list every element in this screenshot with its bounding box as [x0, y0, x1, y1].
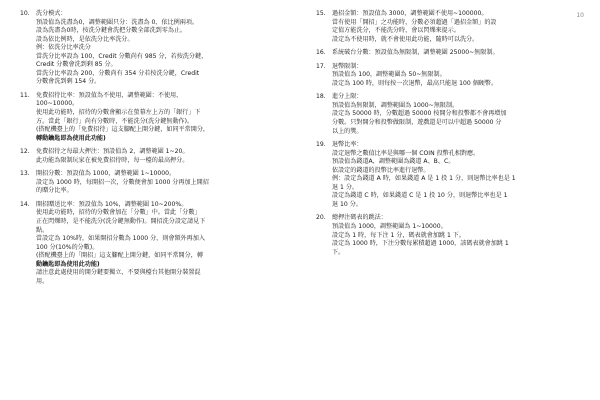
item-line: 當有使用「開招」之功能時，分數必須超過「過招金額」的設 — [332, 18, 497, 26]
item-line: 設定為 100 時，則每按一次退幣，最高只能退 100 個硬幣。 — [332, 79, 498, 87]
right-column — [316, 10, 582, 262]
item-line: 用。 — [36, 277, 49, 285]
item-number: 17. — [316, 62, 326, 70]
item-number: 20. — [316, 214, 326, 222]
setting-item — [20, 92, 296, 143]
item-line: 使用此功能時，招待的分數會顯示在螢幕左上方的「銀行」下 — [36, 109, 201, 117]
item-line: 系統破台分數：預設值為無限制，調整範圍 25000~無限制。 — [332, 49, 499, 57]
item-line: 預設值為 100，調整範圍為 50~無限制。 — [332, 71, 446, 79]
setting-item — [316, 49, 582, 58]
item-line: 免費招待比率：預設值為不使用，調整範圍：不使用、 — [36, 91, 183, 99]
item-body — [332, 49, 582, 58]
item-line: 例：依洗分比率洗分 — [36, 44, 91, 52]
item-body — [36, 10, 296, 87]
item-line: 此功能為限制玩家在被免費招待時，每一檯的最高押分。 — [36, 156, 189, 164]
item-line: 設定為 1000 時，每開招一次，分數便會加 1000 分再加上開招 — [36, 178, 209, 186]
setting-item — [20, 148, 296, 165]
setting-item — [316, 141, 582, 209]
item-line: 下。 — [332, 248, 345, 256]
page-number: 10 — [576, 12, 584, 19]
item-line: 開招分數：預設值為 1000，調整範圍 1~10000。 — [36, 170, 176, 178]
item-line: 分數會洗到剩 154 分。 — [36, 78, 101, 86]
item-line: 定值方能洗分，不能洗分時，會以閃爍來提示。 — [332, 27, 460, 35]
item-line: 轉動鑰匙即為使用此功能) — [36, 134, 106, 142]
item-line: 點。 — [36, 226, 49, 234]
left-column — [20, 10, 296, 291]
item-line: 開招贈送比率：預設值為 10%，調整範圍 10~200%。 — [36, 200, 188, 208]
setting-item — [316, 214, 582, 257]
item-number: 12. — [20, 148, 30, 156]
item-line: 總押注碼表的跳法： — [332, 214, 387, 222]
item-line: 當設定為 10%時，如果開招分數為 1000 分，則會額外再加入 — [36, 235, 205, 243]
item-line: 例：設定為錢道 A 時，如果錢道 A 是 1 投 1 分，則退幣比率也是 1 — [332, 175, 516, 183]
item-body — [332, 141, 582, 209]
item-line: 分數。只對開分和投幣做限制，遊戲還是可以中超過 50000 分 — [332, 119, 502, 127]
item-line: 設定為 50000 時，分數超過 50000 按開分和投幣都不會再增加 — [332, 110, 507, 118]
item-line: 預設值為無限制，調整範圍為 1000~無限制。 — [332, 101, 459, 109]
setting-item — [20, 201, 296, 286]
item-number: 10. — [20, 10, 30, 17]
item-line: 100 分(10%的分數)。 — [36, 243, 99, 251]
item-number: 18. — [316, 93, 326, 101]
item-body — [36, 92, 296, 143]
item-line: 以上的獎。 — [332, 127, 363, 135]
item-body — [36, 170, 296, 196]
item-line: 請注意此處使用的開分鍵要獨立，不要與檯台其他開分裝置混 — [36, 269, 201, 277]
item-body — [332, 10, 582, 44]
item-line: Credit 分數會洗到剩 85 分。 — [36, 61, 117, 69]
item-number: 19. — [316, 141, 326, 149]
setting-item — [316, 63, 582, 89]
item-number: 13. — [20, 170, 30, 178]
item-line: 退 1 分。 — [332, 183, 359, 191]
item-line: 設定為 1000 時，下注分數每累積超過 1000，該碼表就會加跳 1 — [332, 240, 509, 248]
item-body — [36, 148, 296, 165]
item-line: 退幣限制： — [332, 62, 363, 70]
setting-item — [316, 10, 582, 44]
item-line: 進分上限： — [332, 93, 363, 101]
setting-item — [316, 93, 582, 136]
setting-item — [20, 170, 296, 196]
item-line: 正在閃爍時，是不能洗分(洗分鍵無動作)。開招洗分設定請見下 — [36, 218, 206, 226]
item-line: (搭配機臺上的「免費招待」這支腳配上開分鍵，如同平常開分， — [36, 126, 210, 134]
item-line: 設定為 1 時，每下注 1 分，碼表就會加跳 1 下。 — [332, 231, 465, 239]
item-line: 過招金額：預設值為 3000，調整範圍不使用~100000。 — [332, 10, 488, 17]
item-line: 退 10 分。 — [332, 200, 362, 208]
item-line: 的贈分比率。 — [36, 187, 73, 195]
item-line: 當洗分比率設為 100，Credit 分數尚有 985 分，若按洗分鍵， — [36, 52, 208, 60]
item-line: 設為依比例時，是依洗分比率洗分。 — [36, 35, 134, 43]
item-line: 設定為錢道 C 時，如果錢道 C 是 1 投 10 分，則退幣比率也是 1 — [332, 192, 508, 200]
item-number: 15. — [316, 10, 326, 17]
item-line: 動鑰匙即為使用此功能) — [36, 260, 100, 268]
item-line: 設定退幣之數值比率是與哪一個 COIN 投幣孔相對應。 — [332, 149, 480, 157]
setting-item — [20, 10, 296, 87]
item-body — [332, 214, 582, 257]
item-number: 14. — [20, 200, 30, 208]
item-line: 預設值為洗盡為0，調整範圍只分：洗盡為 0、依比例兩項。 — [36, 18, 199, 26]
item-body — [36, 201, 296, 286]
item-line: 當洗分比率設為 200，分數尚有 354 分若按洗分鍵，Credit — [36, 69, 200, 77]
item-line: 方。當此「銀行」尚有分數時，不能洗分(洗分鍵無動作)。 — [36, 117, 194, 125]
item-line: 依設定的錢道的投幣比率進行退幣。 — [332, 166, 430, 174]
item-line: 洗分模式： — [36, 10, 67, 17]
item-line: 設為洗盡為0時，按洗分鍵會洗把分數全部洗到零為止。 — [36, 27, 187, 35]
item-body — [332, 93, 582, 136]
item-line: 免費招待之每最大押注：預設值為 2，調整範圍 1~20。 — [36, 148, 189, 156]
item-number: 16. — [316, 49, 326, 57]
item-line: 100~10000。 — [36, 100, 79, 108]
item-line: 預設值為 1000，調整範圍為 1~10000。 — [332, 223, 447, 231]
item-line: 使用此功能時，招待的分數會加在「分數」中。當此「分數」 — [36, 209, 201, 217]
item-body — [332, 63, 582, 89]
item-line: 設定為不使用時，就不會使用此功能，隨時可以洗分。 — [332, 35, 479, 43]
item-number: 11. — [20, 91, 30, 99]
item-line: 退幣比率： — [332, 141, 363, 149]
item-line: (搭配機臺上的「開招」這支腳配上開分鍵，如同平常開分，轉 — [36, 252, 203, 260]
item-line: 預設值為錢道A，調整範圍為錢道 A、B、C。 — [332, 158, 455, 166]
